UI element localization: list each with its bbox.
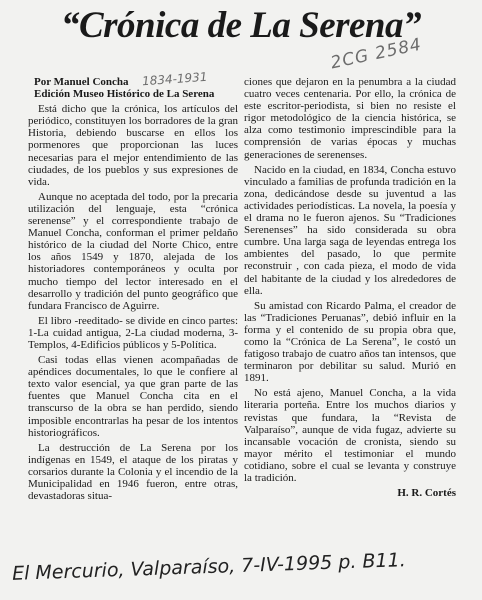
byline (28, 76, 238, 100)
column-left (28, 76, 238, 505)
byline-edition: Edición Museo Histórico de La Serena (34, 88, 215, 101)
paragraph: Está dicho que la crónica, los artículos del periódico, constituyen los borradores de la gran Historia, debiendo buscarse en ellos los pormenores que proporcionan las luces necesarias para el mejor entendimiento de las ciudades, de los pueblos y sus expresiones de vida. (28, 103, 238, 188)
column-right (244, 76, 456, 499)
paragraph: No está ajeno, Manuel Concha, a la vida literaria porteña. Entre los muchos diarios y revistas que fundara, la “Revista de Valparaíso”, aunque de vida fugaz, advierte su incansable vocación de cronista, siendo su mayor mérito el testimoniar el mundo cotidiano, sobre el cual se levanta y construye la tradición. (244, 387, 456, 484)
paragraph: Nacido en la ciudad, en 1834, Concha estuvo vinculado a familias de profunda tradición en la zona, dedicándose desde su juventud a las actividades periodísticas. La novela, la poesía y el drama no le fueron ajenos. Su “Tradiciones Serenenses” ha sido considerada su obra cumbre. Una larga saga de leyendas entrega los ambientes del pasado, lo que permite reconstruir , con cada pieza, el modo de vida del habitante de la ciudad y los alrededores de ella. (244, 163, 456, 297)
years-annotation: 1834-1931 (141, 69, 208, 89)
paragraph: ciones que dejaron en la penumbra a la ciudad cuatro veces centenaria. Por ello, la crónica de este escritor-periodista, si bien no resiste el rigor metodológico de la ciencia histórica, se alza como testimonio imprescindible para la comprensión de varias épocas y muchas generaciones de serenenses. (244, 76, 456, 161)
paragraph: El libro -reeditado- se divide en cinco partes: 1-La cuidad antigua, 2-La ciudad moderna, 3-Templos, 4-Edificios públicos y 5-Política. (28, 314, 238, 351)
source-annotation: El Mercurio, Valparaíso, 7-IV-1995 p. B11. (11, 549, 407, 585)
paragraph: Aunque no aceptada del todo, por la precaria utilización del lenguaje, esta “crónica serenense” y el correspondiente trabajo de Manuel Concha, conforman el primer peldaño histórico de la ciudad del Norte Chico, entre los años 1549 y 1870, alejada de los historiadores contemporáneos y oculta por mucho tiempo del lector interesado en el desarrollo y tradición del punto geográfico que fundara Francisco de Aguirre. (28, 190, 238, 312)
paragraph: La destrucción de La Serena por los indígenas en 1549, el ataque de los piratas y corsarios durante la Colonia y el incendio de la Municipalidad en 1946 fueron, entre otras, devastadoras situa- (28, 441, 238, 503)
paragraph: Su amistad con Ricardo Palma, el creador de las “Tradiciones Peruanas”, debió influir en la forma y el contenido de su propia obra que, como la “Crónica de La Serena”, le costó un fatigoso trabajo de cuatro años tan intensos, que terminaron por debilitar su salud. Murió en 1891. (244, 299, 456, 385)
article-title: “Crónica de La Serena” (60, 5, 422, 46)
paragraph: Casi todas ellas vienen acompañadas de apéndices documentales, lo que le confiere al texto valor esencial, ya que gran parte de las fuentes que Manuel Concha cita en el transcurso de la obra se han perdido, siendo imposible encontrarlas ha pesar de los intentos historiográficos. (28, 354, 238, 439)
author-signature: H. R. Cortés (397, 487, 456, 500)
byline-author: Por Manuel Concha (34, 76, 129, 88)
archive-code-annotation: 2CG 2584 (328, 34, 424, 74)
